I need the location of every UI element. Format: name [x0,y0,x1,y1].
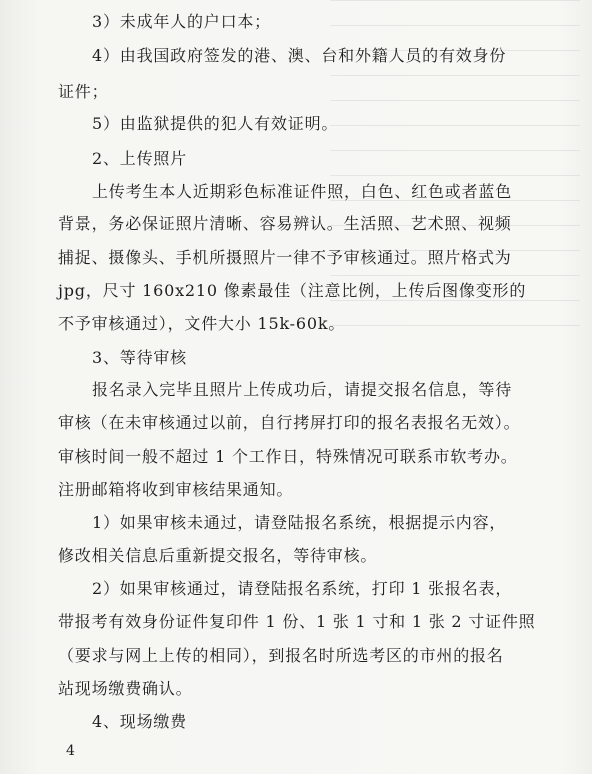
text-line: 4）由我国政府签发的港、澳、台和外籍人员的有效身份 [92,46,507,65]
text-line: 报名录入完毕且照片上传成功后，请提交报名信息，等待 [92,380,513,399]
section-heading: 4、现场缴费 [92,712,187,731]
text-line: 背景，务必保证照片清晰、容易辨认。生活照、艺术照、视频 [58,214,512,233]
text-line: 审核（在未审核通过以前，自行拷屏打印的报名表报名无效）。 [58,413,521,432]
text-line: 证件； [58,82,109,101]
text-line: 带报考有效身份证件复印件 1 份、1 张 1 寸和 1 张 2 寸证件照 [58,612,536,631]
text-line: 上传考生本人近期彩色标准证件照，白色、红色或者蓝色 [92,182,513,201]
text-line: （要求与网上上传的相同），到报名时所选考区的市州的报名 [58,646,504,665]
text-line: 注册邮箱将收到审核结果通知。 [58,480,294,499]
text-line: 3）未成年人的户口本； [92,12,271,31]
text-line: 不予审核通过），文件大小 15k-60k。 [58,314,346,333]
text-line: 5）由监狱提供的犯人有效证明。 [92,114,339,133]
page-number: 4 [66,743,75,759]
text-line: 修改相关信息后重新提交报名，等待审核。 [58,546,378,565]
text-line: 审核时间一般不超过 1 个工作日，特殊情况可联系市软考办。 [58,447,518,466]
text-line: 1）如果审核未通过，请登陆报名系统，根据提示内容， [92,513,507,532]
section-heading: 3、等待审核 [92,348,187,367]
text-line: 2）如果审核通过，请登陆报名系统，打印 1 张报名表， [92,579,513,598]
text-line: 站现场缴费确认。 [58,679,193,698]
text-line: 捕捉、摄像头、手机所摄照片一律不予审核通过。照片格式为 [58,248,512,267]
text-line: jpg，尺寸 160x210 像素最佳（注意比例，上传后图像变形的 [58,281,527,300]
section-heading: 2、上传照片 [92,149,187,168]
